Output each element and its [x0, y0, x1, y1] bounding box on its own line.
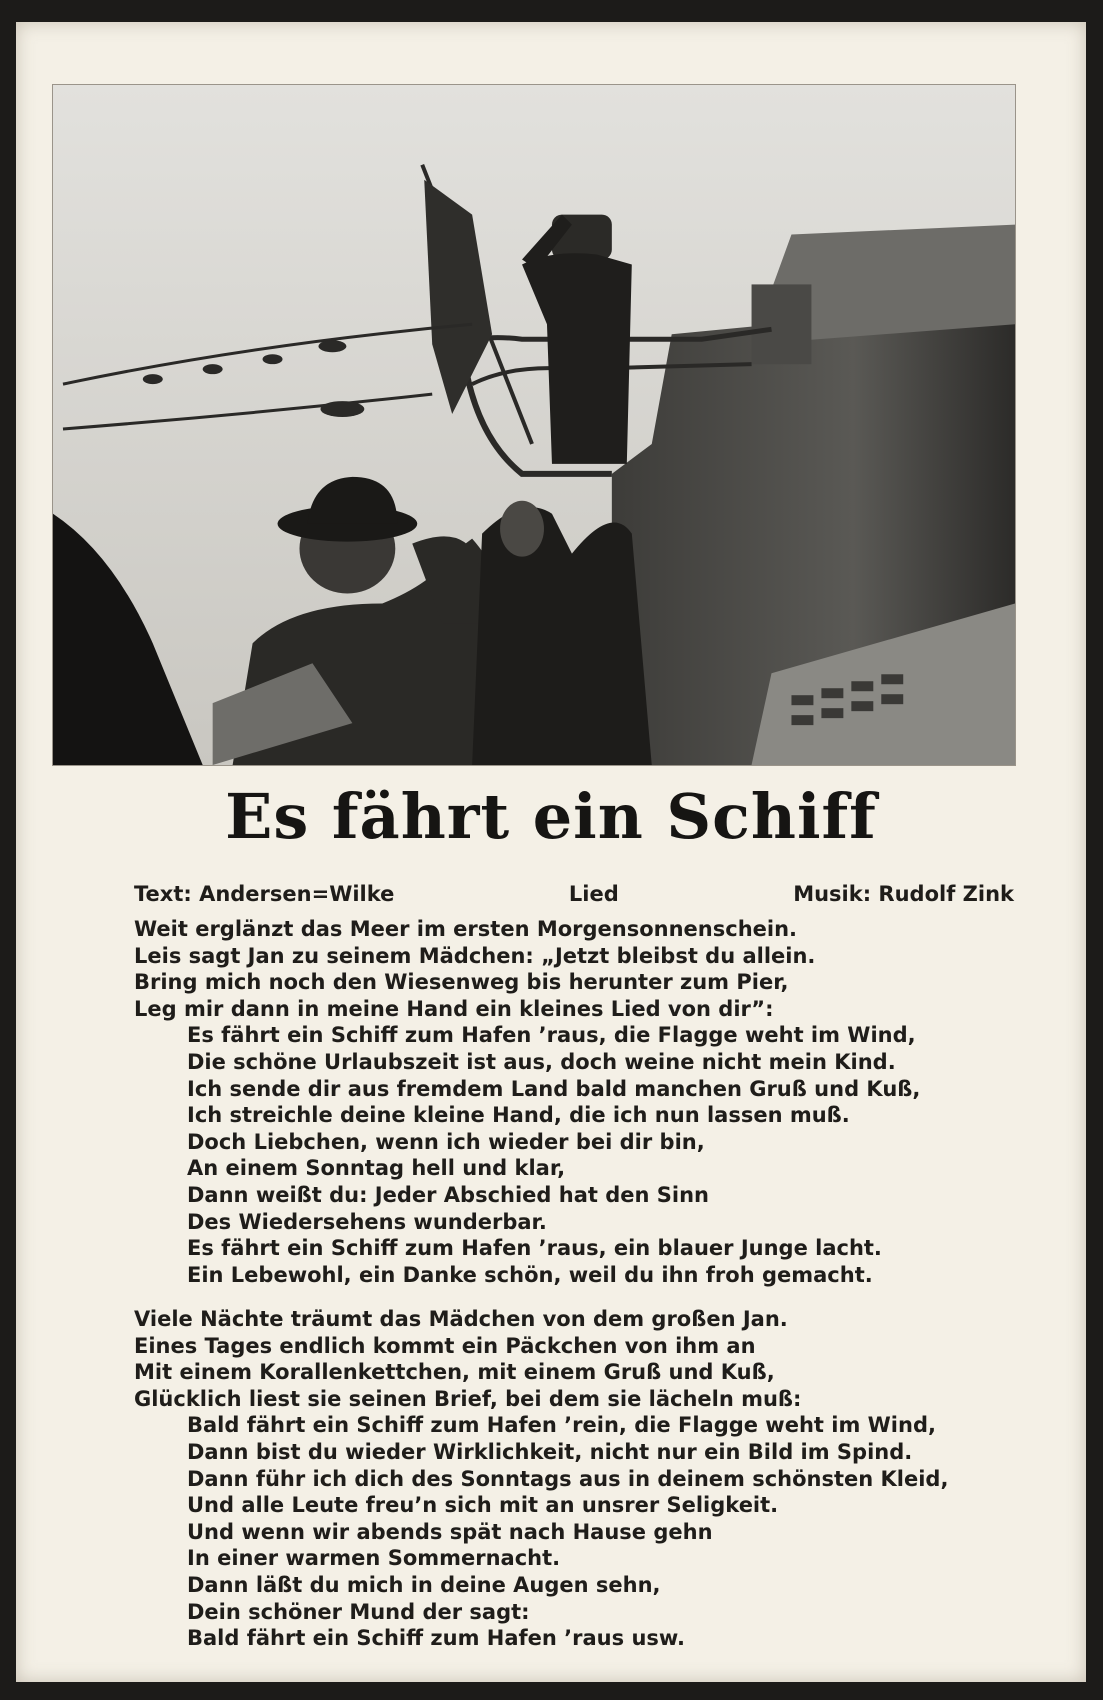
- photo-illustration: [53, 85, 1015, 765]
- submarine-farewell-photo: [52, 84, 1016, 766]
- refrain-line: Dann weißt du: Jeder Abschied hat den Sinn: [187, 1182, 709, 1207]
- refrain-line: Und wenn wir abends spät nach Hause gehn: [187, 1519, 713, 1544]
- verse-line: Leis sagt Jan zu seinem Mädchen: „Jetzt bleibst du allein.: [134, 943, 816, 968]
- refrain-line: Des Wiedersehens wunderbar.: [187, 1209, 547, 1234]
- verse-line: Eines Tages endlich kommt ein Päckchen von ihm an: [134, 1333, 756, 1358]
- refrain-line: Bald fährt ein Schiff zum Hafen ’rein, die Flagge weht im Wind,: [187, 1413, 936, 1438]
- refrain-line: In einer warmen Sommernacht.: [187, 1546, 561, 1571]
- refrain-line: An einem Sonntag hell und klar,: [187, 1156, 566, 1181]
- verse-line: Weit erglänzt das Meer im ersten Morgensonnenschein.: [134, 917, 798, 941]
- song-credits: [134, 882, 1014, 906]
- refrain-line: Bald fährt ein Schiff zum Hafen ’raus usw.: [187, 1626, 685, 1651]
- refrain-line: Ich sende dir aus fremdem Land bald manchen Gruß und Kuß,: [187, 1076, 921, 1101]
- verse-line: Glücklich liest sie seinen Brief, bei dem sie lächeln muß:: [134, 1386, 802, 1411]
- refrain-line: Dein schöner Mund der sagt:: [187, 1599, 530, 1624]
- verse-2: [134, 1306, 1034, 1652]
- song-title: Es fährt ein Schiff: [225, 780, 877, 853]
- refrain-line: Ich streichle deine kleine Hand, die ich nun lassen muß.: [187, 1103, 850, 1128]
- verse-line: Leg mir dann in meine Hand ein kleines Lied von dir”:: [134, 996, 774, 1021]
- refrain-line: Doch Liebchen, wenn ich wieder bei dir bin,: [187, 1129, 705, 1154]
- refrain-line: Ein Lebewohl, ein Danke schön, weil du ihn froh gemacht.: [187, 1262, 873, 1287]
- refrain-line: Es fährt ein Schiff zum Hafen ’raus, die Flagge weht im Wind,: [187, 1023, 916, 1048]
- refrain-line: Es fährt ein Schiff zum Hafen ’raus, ein blauer Junge lacht.: [187, 1236, 882, 1261]
- refrain-line: Dann bist du wieder Wirklichkeit, nicht nur ein Bild im Spind.: [187, 1439, 913, 1464]
- refrain-line: Dann läßt du mich in deine Augen sehn,: [187, 1572, 661, 1597]
- postcard: [16, 22, 1086, 1682]
- composer-credit: Musik: Rudolf Zink: [793, 882, 1014, 906]
- refrain-line: Dann führ ich dich des Sonntags aus in deinem schönsten Kleid,: [187, 1466, 949, 1491]
- lyricist-credit: Text: Andersen=Wilke: [134, 882, 395, 906]
- refrain-line: Und alle Leute freu’n sich mit an unsrer Seligkeit.: [187, 1493, 779, 1518]
- verse-line: Bring mich noch den Wiesenweg bis herunter zum Pier,: [134, 970, 789, 995]
- verse-1: [134, 916, 1034, 1288]
- verse-line: Viele Nächte träumt das Mädchen von dem großen Jan.: [134, 1307, 788, 1331]
- refrain-line: Die schöne Urlaubszeit ist aus, doch weine nicht mein Kind.: [187, 1049, 896, 1074]
- genre-label: Lied: [568, 882, 619, 906]
- verse-line: Mit einem Korallenkettchen, mit einem Gruß und Kuß,: [134, 1360, 775, 1385]
